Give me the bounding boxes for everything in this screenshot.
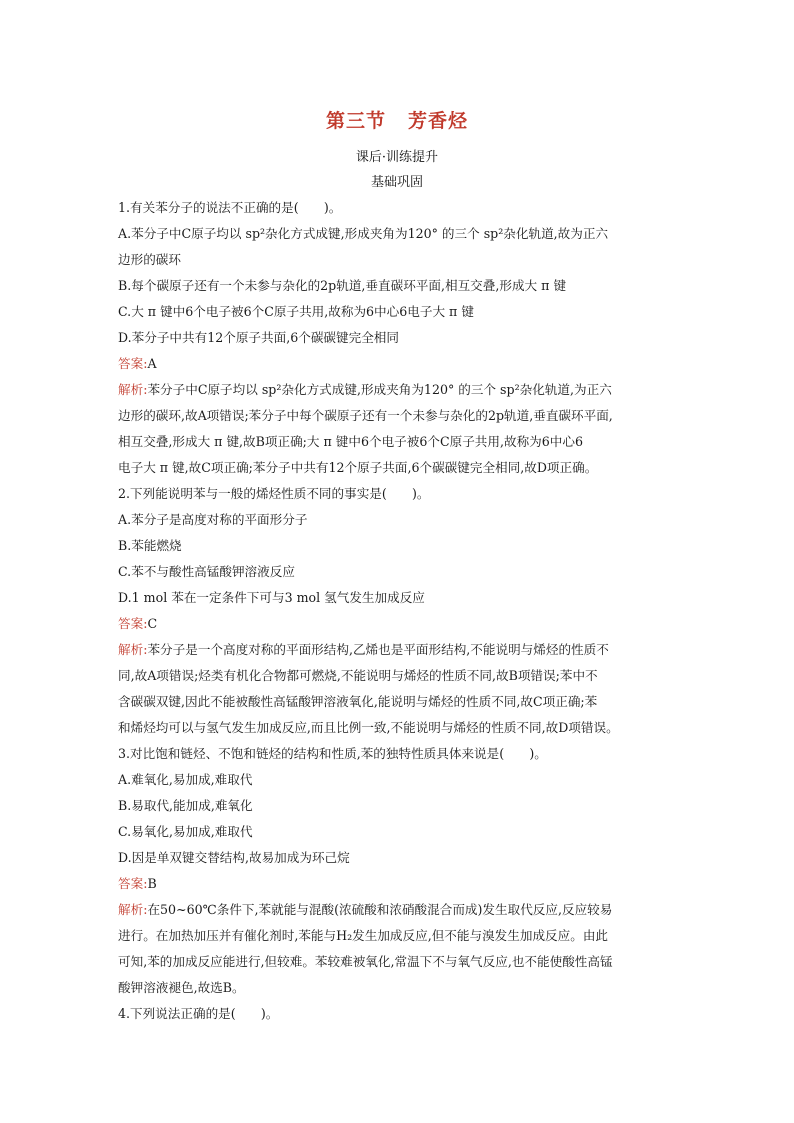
answer-label: 答案: — [118, 616, 148, 631]
q3-option-a: A.难氧化,易加成,难取代 — [118, 772, 253, 787]
q1-option-a-cont: 边形的碳环 — [118, 252, 181, 267]
q2-option-c: C.苯不与酸性高锰酸钾溶液反应 — [118, 564, 295, 579]
q3-analysis-line: 酸钾溶液褪色,故选B。 — [118, 980, 245, 995]
q1-option-c: C.大 π 键中6个电子被6个C原子共用,故称为6中心6电子大 π 键 — [118, 304, 474, 319]
q1-stem: 1.有关苯分子的说法不正确的是( )。 — [118, 200, 342, 215]
q2-option-b: B.苯能燃烧 — [118, 538, 182, 553]
q1-answer — [118, 351, 678, 377]
q4-stem: 4.下列说法正确的是( )。 — [118, 1006, 279, 1021]
section-heading: 基础巩固 — [370, 175, 423, 190]
analysis-text: 在50~60℃条件下,苯就能与混酸(浓硫酸和浓硝酸混合而成)发生取代反应,反应较易 — [147, 902, 613, 917]
q2-analysis — [118, 637, 678, 663]
q3-option-d: D.因是单双键交替结构,故易加成为环己烷 — [118, 850, 350, 865]
q1-analysis-line: 边形的碳环,故A项错误;苯分子中每个碳原子还有一个未参与杂化的2p轨道,垂直碳环平面, — [118, 408, 613, 423]
title-topic: 芳香烃 — [408, 110, 469, 132]
q3-answer — [118, 871, 678, 897]
answer-label: 答案: — [118, 356, 148, 371]
q1-analysis-line: 电子大 π 键,故C项正确;苯分子中共有12个原子共面,6个碳碳键完全相同,故D项正确。 — [118, 460, 598, 475]
subtitle: 课后·训练提升 — [355, 150, 439, 165]
q2-answer — [118, 611, 678, 637]
q2-analysis-line: 含碳碳双键,因此不能被酸性高锰酸钾溶液氧化,能说明与烯烃的性质不同,故C项正确;苯 — [118, 694, 598, 709]
question-list — [118, 195, 678, 1027]
q1-option-a: A.苯分子中C原子均以 sp²杂化方式成键,形成夹角为120° 的三个 sp²杂化轨道,故为正六 — [118, 226, 609, 241]
analysis-label: 解析: — [118, 902, 148, 917]
analysis-text: 苯分子是一个高度对称的平面形结构,乙烯也是平面形结构,不能说明与烯烃的性质不 — [147, 642, 609, 657]
answer-value: A — [147, 356, 157, 371]
answer-value: C — [147, 616, 158, 631]
answer-label: 答案: — [118, 876, 148, 891]
q2-option-d: D.1 mol 苯在一定条件下可与3 mol 氢气发生加成反应 — [118, 590, 425, 605]
q3-analysis — [118, 897, 678, 923]
analysis-label: 解析: — [118, 642, 148, 657]
q3-stem: 3.对比饱和链烃、不饱和链烃的结构和性质,苯的独特性质具体来说是( )。 — [118, 746, 547, 761]
q3-analysis-line: 进行。在加热加压并有催化剂时,苯能与H₂发生加成反应,但不能与溴发生加成反应。由此 — [118, 928, 609, 943]
q2-option-a: A.苯分子是高度对称的平面形分子 — [118, 512, 308, 527]
answer-value: B — [147, 876, 157, 891]
q3-option-b: B.易取代,能加成,难氧化 — [118, 798, 253, 813]
title-section-number: 第三节 — [325, 110, 386, 132]
q3-option-c: C.易氧化,易加成,难取代 — [118, 824, 253, 839]
q3-analysis-line: 可知,苯的加成反应能进行,但较难。苯较难被氧化,常温下不与氧气反应,也不能使酸性高锰 — [118, 954, 613, 969]
q2-analysis-line: 和烯烃均可以与氢气发生加成反应,而且比例一致,不能说明与烯烃的性质不同,故D项错误。 — [118, 720, 619, 735]
analysis-text: 苯分子中C原子均以 sp²杂化方式成键,形成夹角为120° 的三个 sp²杂化轨道,为正六 — [147, 382, 612, 397]
q2-stem: 2.下列能说明苯与一般的烯烃性质不同的事实是( )。 — [118, 486, 430, 501]
q1-analysis — [118, 377, 678, 403]
analysis-label: 解析: — [118, 382, 148, 397]
q2-analysis-line: 同,故A项错误;烃类有机化合物都可燃烧,不能说明与烯烃的性质不同,故B项错误;苯中不 — [118, 668, 598, 683]
q1-option-d: D.苯分子中共有12个原子共面,6个碳碳键完全相同 — [118, 330, 399, 345]
q1-analysis-line: 相互交叠,形成大 π 键,故B项正确;大 π 键中6个电子被6个C原子共用,故称为6中心6 — [118, 434, 583, 449]
q1-option-b: B.每个碳原子还有一个未参与杂化的2p轨道,垂直碳环平面,相互交叠,形成大 π 键 — [118, 278, 567, 293]
page-title — [0, 106, 794, 133]
